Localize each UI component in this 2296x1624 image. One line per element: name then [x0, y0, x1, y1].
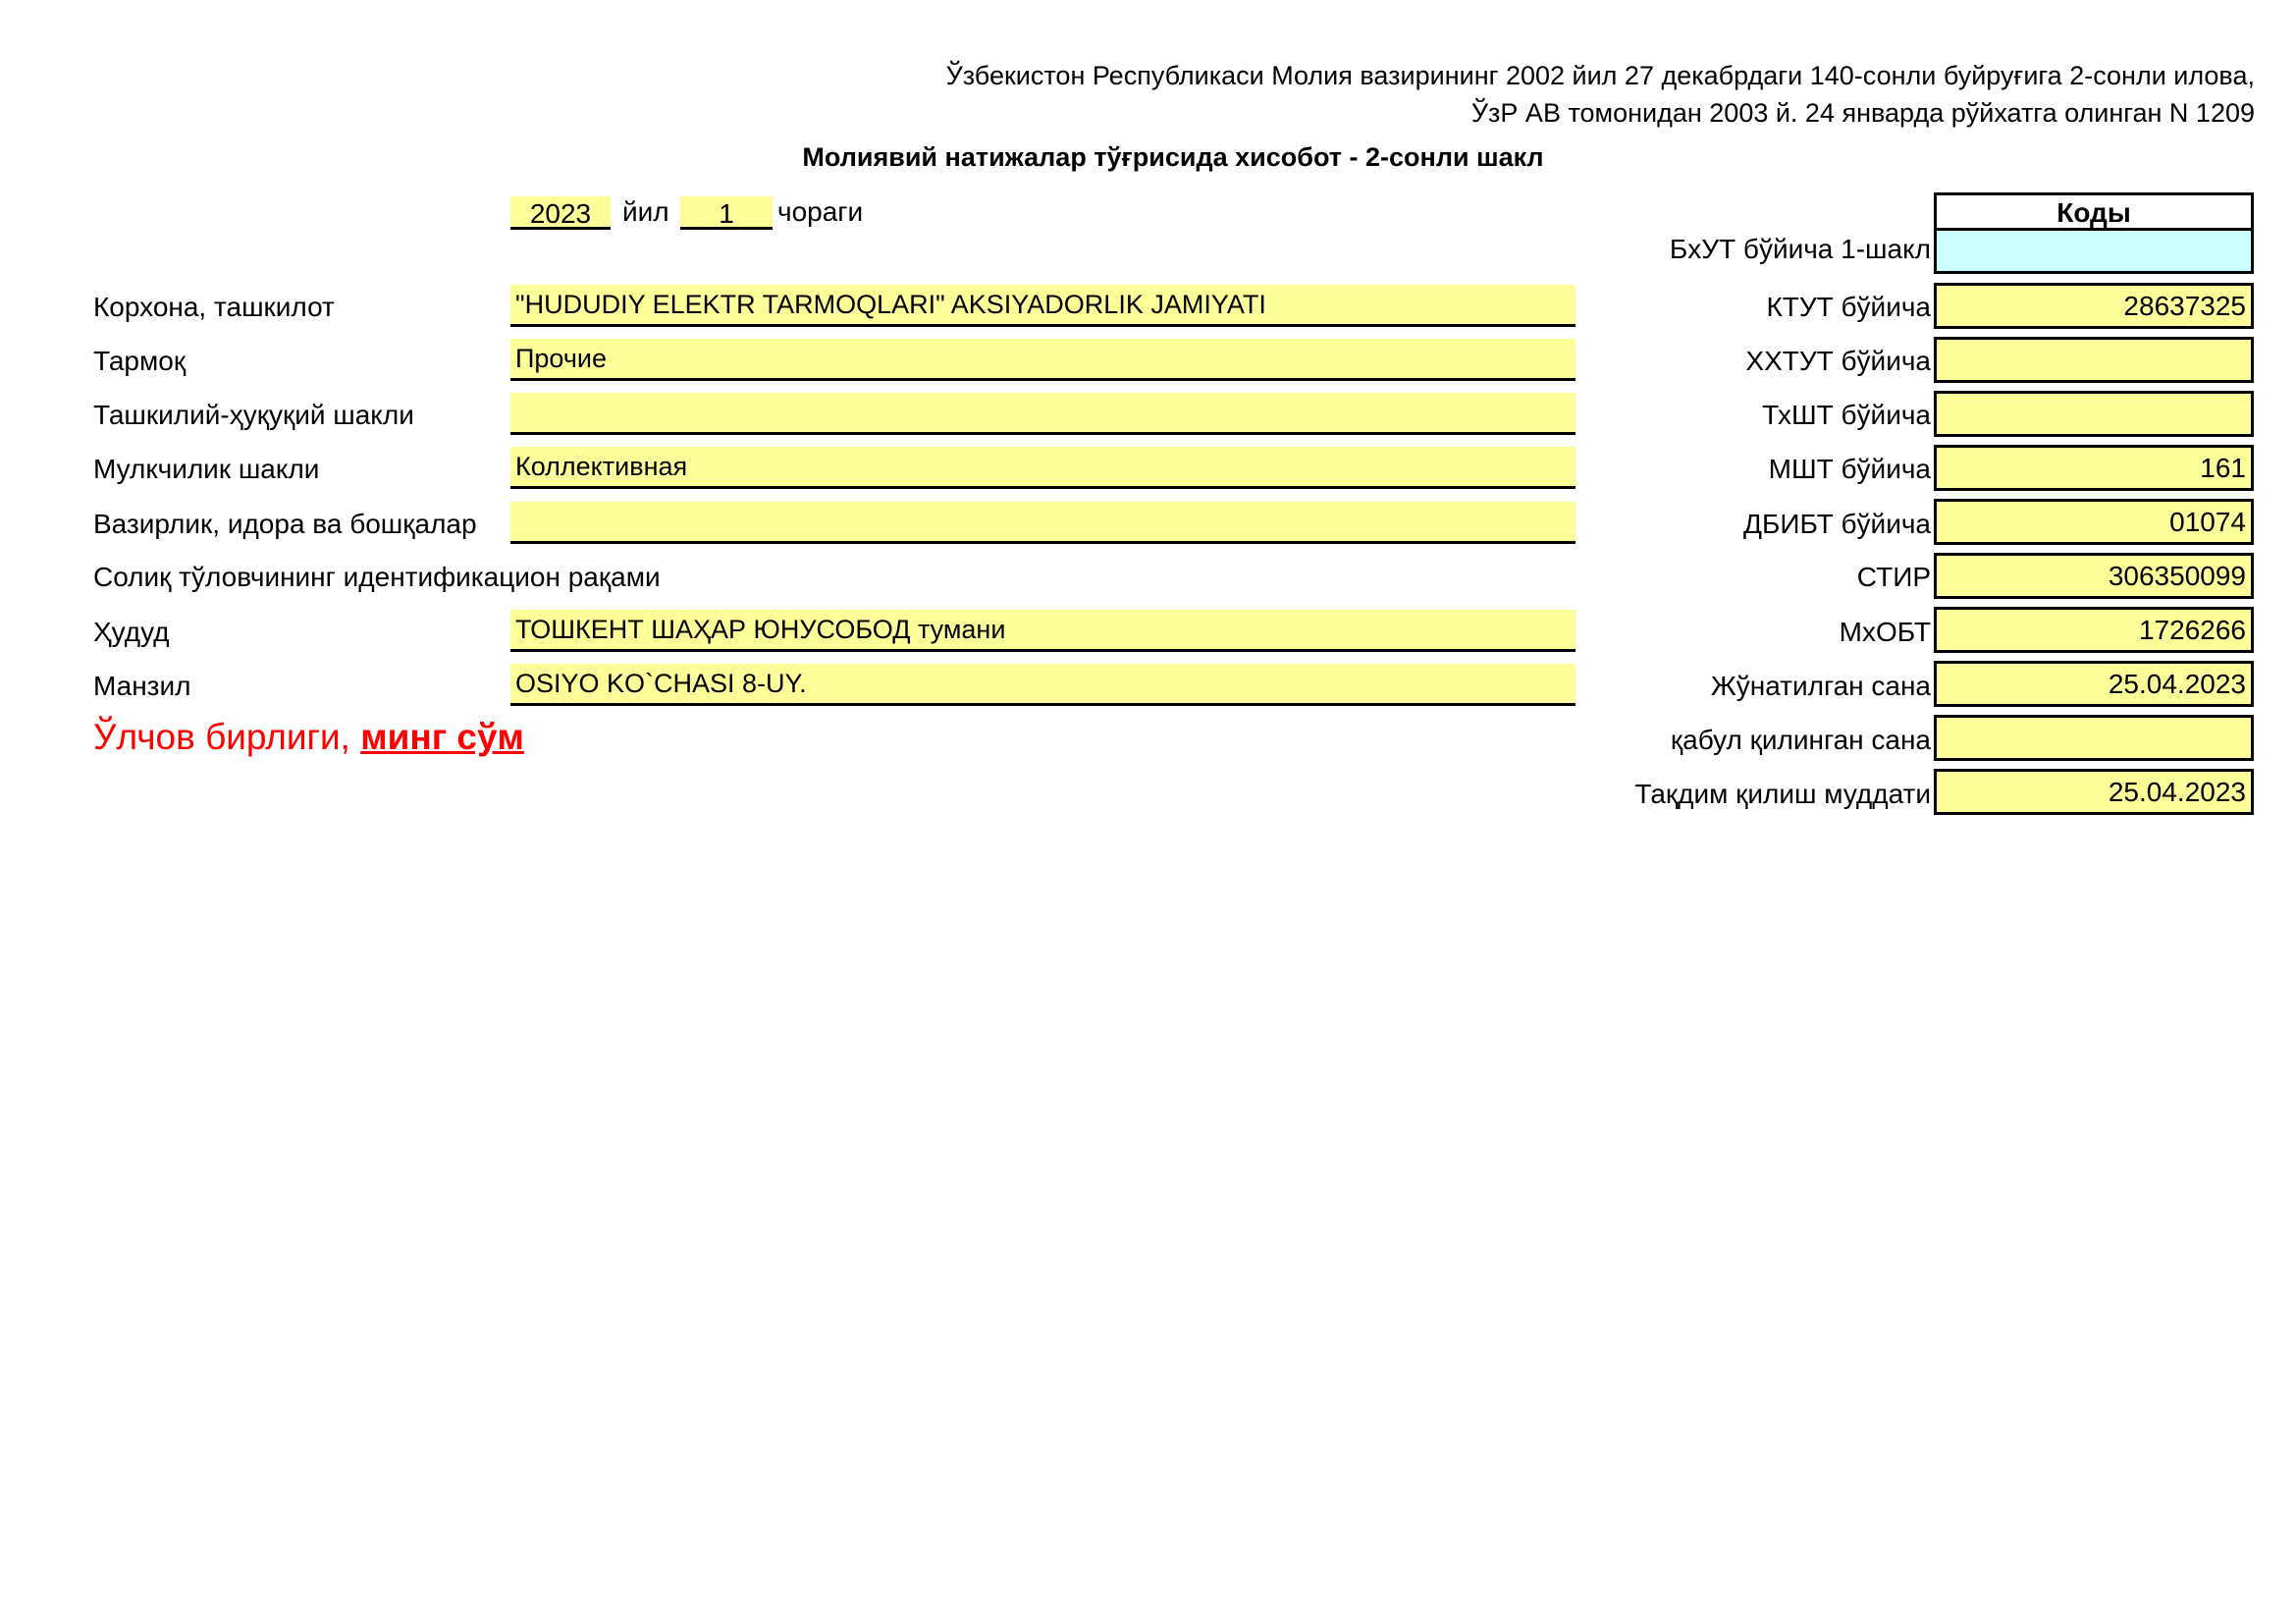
region-field[interactable]: ТОШКЕНТ ШАҲАР ЮНУСОБОД тумани [510, 610, 1575, 652]
year-label: йил [622, 196, 669, 227]
industry-field[interactable]: Прочие [510, 339, 1575, 381]
code-label-submission-deadline: Тақдим қилиш муддати [1634, 779, 1931, 809]
code-field-mxobt[interactable]: 1726266 [1934, 607, 2254, 653]
form-note-line1: Ўзбекистон Республикаси Молия вазирининг 2002 йил 27 декабрдаги 140-сонли буйруғига 2-сонли илова, [945, 61, 2255, 90]
code-field-received-date[interactable] [1934, 715, 2254, 761]
code-field-txsht[interactable] [1934, 391, 2254, 437]
unit-prefix: Ўлчов бирлиги, [93, 717, 361, 757]
code-field-stir[interactable]: 306350099 [1934, 553, 2254, 599]
code-label-sent-date: Жўнатилган сана [1710, 671, 1931, 701]
code-label-stir: СТИР [1856, 562, 1931, 592]
code-label-mxobt: МхОБТ [1839, 617, 1931, 647]
code-field-xxtut[interactable] [1934, 337, 2254, 383]
label-region: Ҳудуд [93, 617, 170, 647]
code-label-txsht: ТхШТ бўйича [1762, 400, 1931, 430]
label-taxpayer-id: Солиқ тўловчининг идентификацион рақами [93, 562, 661, 592]
code-field-sent-date[interactable]: 25.04.2023 [1934, 661, 2254, 707]
label-industry: Тармоқ [93, 346, 187, 376]
ownership-form-field[interactable]: Коллективная [510, 447, 1575, 489]
code-field-ktut[interactable]: 28637325 [1934, 283, 2254, 329]
unit-value: минг сўм [360, 717, 524, 757]
code-field-dbibt[interactable]: 01074 [1934, 499, 2254, 545]
label-legal-form: Ташкилий-ҳуқуқий шакли [93, 400, 414, 430]
code-field-msht[interactable]: 161 [1934, 445, 2254, 491]
code-label-dbibt: ДБИБТ бўйича [1743, 509, 1931, 539]
page-title: Молиявий натижалар тўғрисида хисобот - 2-сонли шакл [802, 142, 1544, 172]
quarter-label: чораги [777, 196, 864, 227]
label-enterprise: Корхона, ташкилот [93, 292, 335, 322]
codes-header: Коды [1934, 192, 2254, 230]
code-label-received-date: қабул қилинган сана [1670, 725, 1931, 755]
legal-form-field[interactable] [510, 393, 1575, 435]
code-field-bhut[interactable] [1934, 228, 2254, 274]
label-address: Манзил [93, 671, 191, 701]
code-label-bhut: БхУТ бўйича 1-шакл [1669, 234, 1931, 264]
unit-of-measure [93, 717, 524, 758]
code-field-submission-deadline[interactable]: 25.04.2023 [1934, 769, 2254, 815]
year-field[interactable]: 2023 [510, 196, 611, 230]
code-label-xxtut: ХХТУТ бўйича [1745, 346, 1931, 376]
address-field[interactable]: OSIYO KO`CHASI 8-UY. [510, 664, 1575, 706]
code-label-msht: МШТ бўйича [1768, 454, 1931, 484]
quarter-field[interactable]: 1 [680, 196, 773, 230]
label-ownership-form: Мулкчилик шакли [93, 454, 320, 484]
ministry-field[interactable] [510, 502, 1575, 544]
form-note-line2: ЎзР АВ томонидан 2003 й. 24 январда рўйхатга олинган N 1209 [1470, 98, 2255, 128]
code-label-ktut: КТУТ бўйича [1766, 292, 1931, 322]
label-ministry: Вазирлик, идора ва бошқалар [93, 509, 477, 539]
enterprise-field[interactable]: "HUDUDIY ELEKTR TARMOQLARI" AKSIYADORLIK JAMIYATI [510, 285, 1575, 327]
